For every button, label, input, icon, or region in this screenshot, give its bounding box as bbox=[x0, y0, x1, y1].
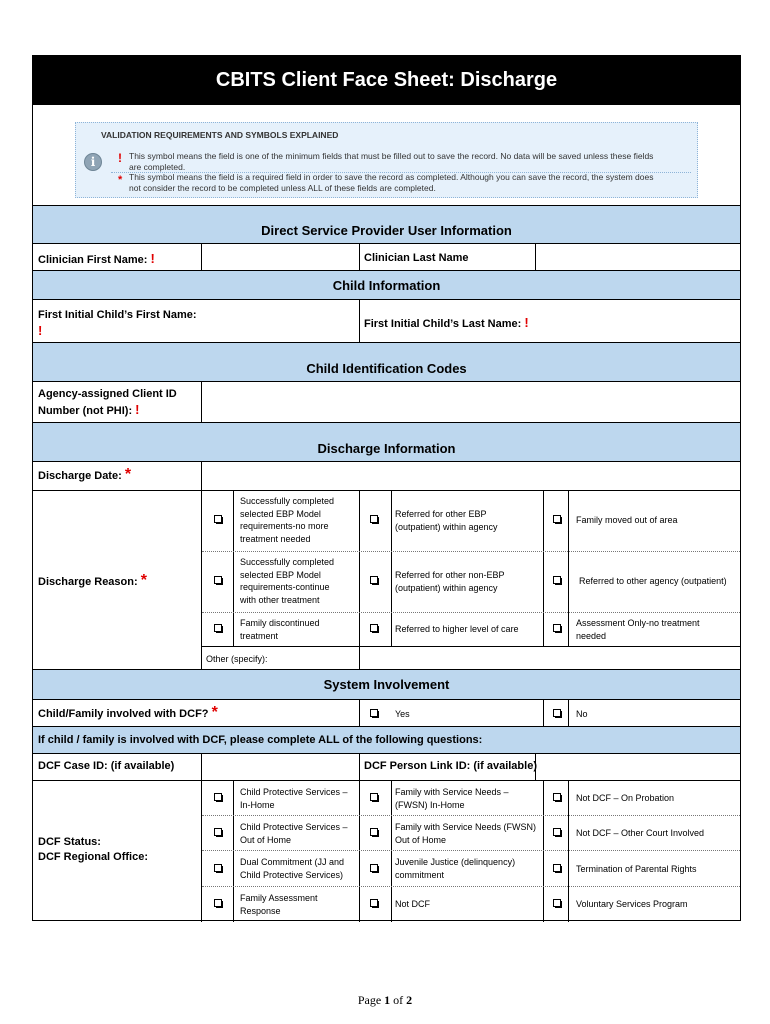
section-codes-header: Child Identification Codes bbox=[33, 343, 740, 381]
status-option-9: Termination of Parental Rights bbox=[576, 864, 697, 874]
child-last-name-input[interactable] bbox=[536, 300, 740, 342]
status-fwsn-out-of-home-checkbox[interactable] bbox=[370, 828, 378, 836]
validation-heading: VALIDATION REQUIREMENTS AND SYMBOLS EXPLAINED bbox=[101, 130, 339, 140]
dcf-yes-checkbox[interactable] bbox=[370, 709, 378, 717]
status-option-3: Not DCF – On Probation bbox=[576, 793, 675, 803]
child-first-name-label: First Initial Child’s First Name: ! bbox=[38, 309, 197, 338]
section-discharge-header: Discharge Information bbox=[33, 423, 740, 461]
status-option-2: Family with Service Needs – (FWSN) In-Home bbox=[395, 787, 509, 810]
reason-option-2: Referred for other EBP (outpatient) within agency bbox=[395, 509, 498, 532]
status-dual-commitment-checkbox[interactable] bbox=[214, 864, 222, 872]
reason-option-9: Assessment Only-no treatment needed bbox=[576, 618, 700, 641]
status-option-5: Family with Service Needs (FWSN) Out of Home bbox=[395, 822, 537, 845]
reason-higher-level-checkbox[interactable] bbox=[370, 624, 378, 632]
form-title: CBITS Client Face Sheet: Discharge bbox=[33, 56, 740, 105]
status-option-12: Voluntary Services Program bbox=[576, 899, 688, 909]
reason-other-input[interactable] bbox=[360, 647, 740, 669]
status-fwsn-in-home-checkbox[interactable] bbox=[370, 793, 378, 801]
status-option-7: Dual Commitment (JJ and Child Protective Services) bbox=[240, 857, 345, 880]
status-option-8: Juvenile Justice (delinquency) commitment bbox=[395, 857, 516, 880]
discharge-date-input[interactable] bbox=[202, 462, 740, 490]
dcf-yes-label: Yes bbox=[395, 709, 410, 719]
reason-completed-no-more-checkbox[interactable] bbox=[214, 515, 222, 523]
dcf-involved-label: Child/Family involved with DCF? * bbox=[38, 704, 218, 721]
status-family-assessment-checkbox[interactable] bbox=[214, 899, 222, 907]
status-option-11: Not DCF bbox=[395, 899, 431, 909]
reason-other-non-ebp-checkbox[interactable] bbox=[370, 576, 378, 584]
reason-option-3: Family moved out of area bbox=[576, 515, 678, 525]
status-juvenile-justice-checkbox[interactable] bbox=[370, 864, 378, 872]
section-provider-header: Direct Service Provider User Information bbox=[33, 206, 740, 243]
required-explanation: This symbol means the field is one of the minimum fields that must be filled out to save the record. No data will be saved unless these fields are completed. bbox=[129, 151, 654, 172]
star-symbol: * bbox=[118, 174, 123, 186]
section-system-header: System Involvement bbox=[33, 670, 740, 699]
reason-other-ebp-checkbox[interactable] bbox=[370, 515, 378, 523]
dcf-no-checkbox[interactable] bbox=[553, 709, 561, 717]
reason-other-agency-checkbox[interactable] bbox=[553, 576, 561, 584]
client-id-input[interactable] bbox=[202, 382, 740, 422]
status-option-4: Child Protective Services – Out of Home bbox=[240, 822, 348, 845]
reason-other-label: Other (specify): bbox=[206, 654, 268, 664]
status-other-court-checkbox[interactable] bbox=[553, 828, 561, 836]
reason-discontinued-checkbox[interactable] bbox=[214, 624, 222, 632]
status-not-dcf-checkbox[interactable] bbox=[370, 899, 378, 907]
required-symbol: ! bbox=[118, 151, 122, 165]
clinician-first-name-label: Clinician First Name: ! bbox=[38, 251, 155, 266]
discharge-reason-label: Discharge Reason: * bbox=[38, 572, 147, 589]
clinician-last-name-label: Clinician Last Name bbox=[364, 252, 469, 264]
reason-assessment-only-checkbox[interactable] bbox=[553, 624, 561, 632]
page-footer: Page 1 of 2 bbox=[357, 993, 413, 1007]
status-probation-checkbox[interactable] bbox=[553, 793, 561, 801]
dcf-case-id-input[interactable] bbox=[202, 754, 359, 780]
reason-option-4: Successfully completed selected EBP Model requirements-continue with other treatment bbox=[240, 557, 335, 605]
star-explanation: This symbol means the field is a required field in order to save the record as completed. Although you can save the record, the system does not consider the record to be completed unless ALL of these fields are completed. bbox=[129, 172, 654, 193]
child-last-name-label: First Initial Child’s Last Name: ! bbox=[364, 315, 529, 330]
section-child-header: Child Information bbox=[33, 271, 740, 299]
dcf-person-link-label: DCF Person Link ID: (if available) bbox=[364, 760, 537, 772]
status-option-1: Child Protective Services – In-Home bbox=[240, 787, 348, 810]
dcf-person-link-input[interactable] bbox=[536, 754, 740, 780]
status-voluntary-checkbox[interactable] bbox=[553, 899, 561, 907]
status-cps-out-of-home-checkbox[interactable] bbox=[214, 828, 222, 836]
status-option-6: Not DCF – Other Court Involved bbox=[576, 828, 705, 838]
info-icon: i bbox=[84, 153, 102, 171]
dcf-instruction: If child / family is involved with DCF, please complete ALL of the following questions: bbox=[38, 734, 483, 746]
dcf-status-label: DCF Status: DCF Regional Office: bbox=[38, 836, 149, 863]
reason-option-6: Referred to other agency (outpatient) bbox=[579, 576, 727, 586]
reason-moved-checkbox[interactable] bbox=[553, 515, 561, 523]
reason-completed-continue-checkbox[interactable] bbox=[214, 576, 222, 584]
child-first-name-input[interactable] bbox=[202, 300, 359, 342]
status-option-10: Family Assessment Response bbox=[240, 893, 318, 916]
reason-option-7: Family discontinued treatment bbox=[240, 618, 320, 641]
discharge-date-label: Discharge Date: * bbox=[38, 466, 132, 483]
validation-panel bbox=[75, 122, 698, 198]
clinician-last-name-input[interactable] bbox=[536, 244, 740, 270]
reason-option-5: Referred for other non-EBP (outpatient) within agency bbox=[395, 570, 505, 593]
status-cps-in-home-checkbox[interactable] bbox=[214, 793, 222, 801]
clinician-first-name-input[interactable] bbox=[202, 244, 359, 270]
reason-option-1: Successfully completed selected EBP Model requirements-no more treatment needed bbox=[240, 496, 335, 544]
client-id-label: Agency-assigned Client ID Number (not PHI): ! bbox=[38, 388, 177, 417]
dcf-no-label: No bbox=[576, 709, 588, 719]
status-tpr-checkbox[interactable] bbox=[553, 864, 561, 872]
dcf-case-id-label: DCF Case ID: (if available) bbox=[38, 760, 175, 772]
reason-option-8: Referred to higher level of care bbox=[395, 624, 519, 634]
